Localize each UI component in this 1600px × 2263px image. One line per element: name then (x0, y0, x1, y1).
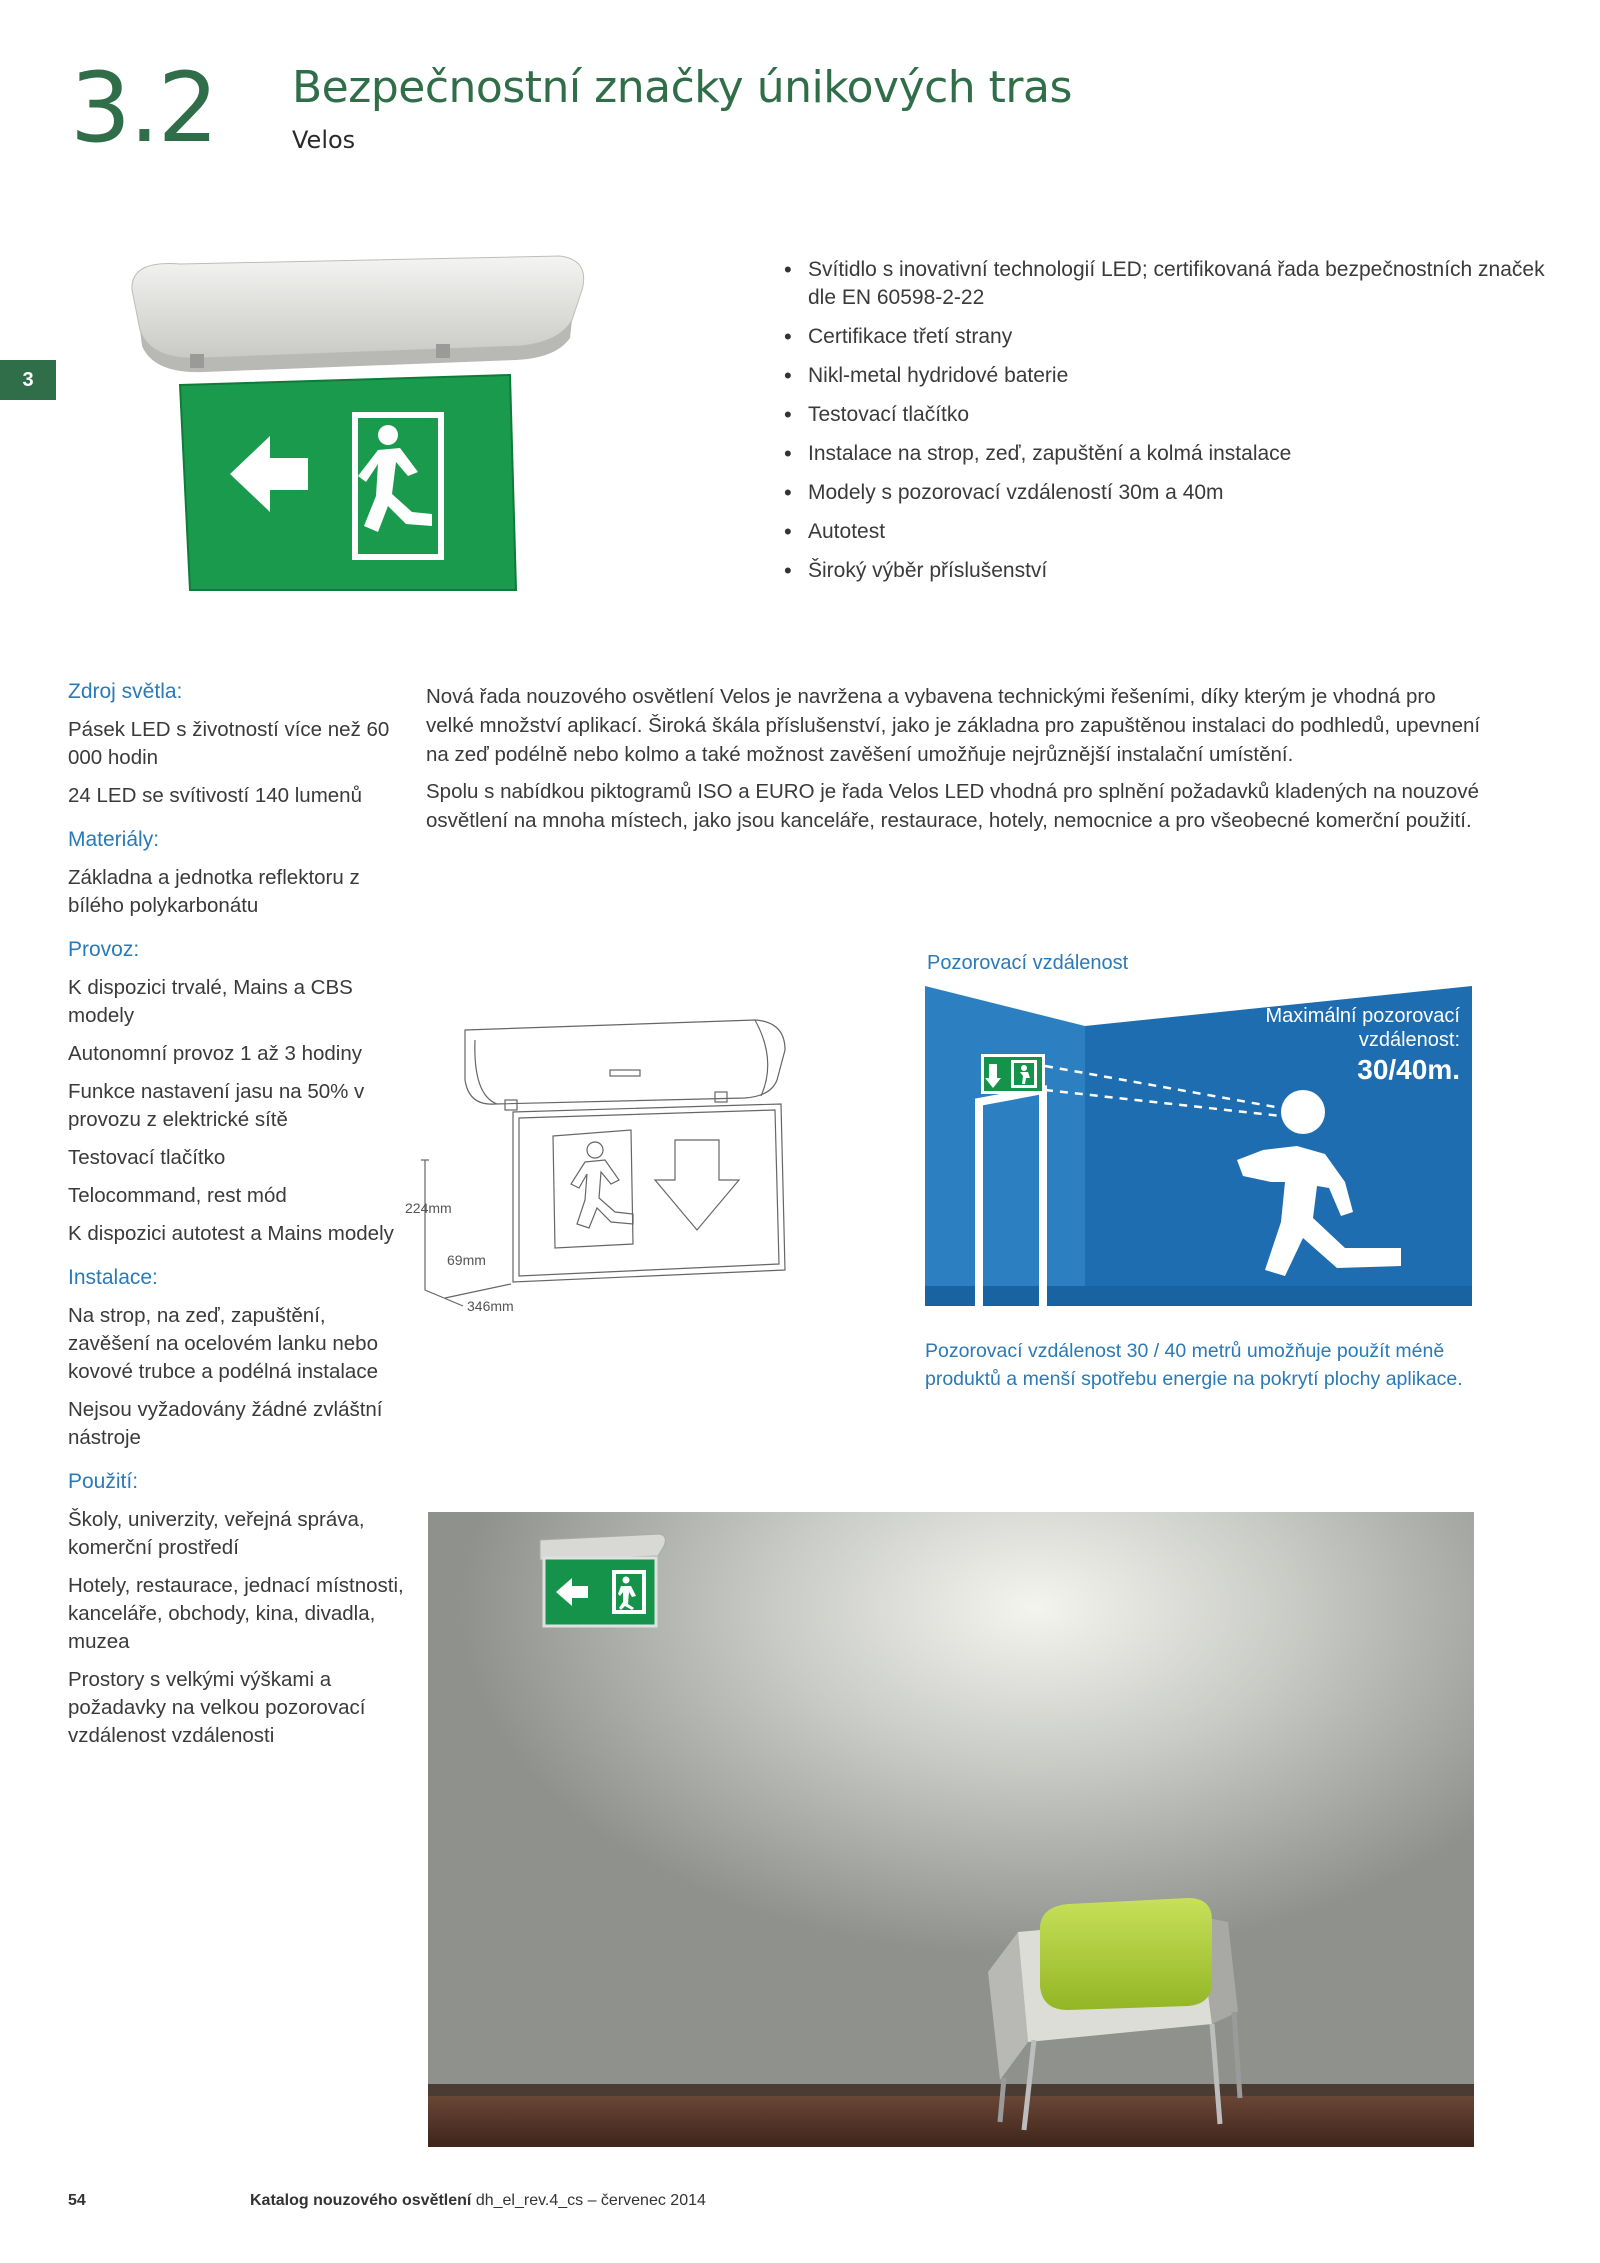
spec-item: Školy, univerzity, veřejná správa, komerční prostředí (68, 1508, 365, 1559)
spec-item: Telocommand, rest mód (68, 1184, 287, 1207)
spec-item: Autonomní provoz 1 až 3 hodiny (68, 1042, 363, 1065)
feature-item: • Certifikace třetí strany (780, 323, 1560, 351)
feature-item: • Široký výběr příslušenství (780, 557, 1560, 585)
spec-item: 24 LED se svítivostí 140 lumenů (68, 784, 362, 807)
feature-item: • Nikl-metal hydridové baterie (780, 362, 1560, 390)
dim-height-label: 224mm (405, 1200, 452, 1216)
room-photo (428, 1512, 1474, 2147)
feature-item: • Testovací tlačítko (780, 401, 1560, 429)
spec-item: Hotely, restaurace, jednací místnosti, kanceláře, obchody, kina, divadla, muzea (68, 1574, 404, 1653)
page-number: 54 (68, 2192, 86, 2209)
feature-item: • Instalace na strop, zeď, zapuštění a kolmá instalace (780, 440, 1560, 468)
catalog-revision: dh_el_rev.4_cs – červenec 2014 (475, 2192, 706, 2209)
spec-heading-usage: Použití: (68, 1470, 139, 1493)
spec-item: Prostory s velkými výškami a požadavky na velkou pozorovací vzdálenost vzdálenosti (68, 1668, 366, 1747)
chapter-tab: 3 (0, 360, 56, 400)
feature-list (780, 256, 1560, 596)
feature-item: • Svítidlo s inovativní technologií LED; certifikovaná řada bezpečnostních značek dle EN 60598-2-22 (780, 256, 1560, 312)
viewing-distance-heading: Pozorovací vzdálenost (927, 952, 1129, 974)
spec-heading-materials: Materiály: (68, 828, 160, 851)
intro-text (426, 682, 1486, 843)
feature-item: • Modely s pozorovací vzdáleností 30m a 40m (780, 479, 1560, 507)
dim-width-label: 346mm (467, 1298, 514, 1314)
viewing-distance-value: 30/40m. (1357, 1054, 1460, 1085)
feature-item: • Autotest (780, 518, 1560, 546)
viewing-distance-label: Maximální pozorovací vzdálenost: (1265, 1005, 1460, 1051)
spec-item: Nejsou vyžadovány žádné zvláštní nástroje (68, 1398, 383, 1449)
spec-heading-light-source: Zdroj světla: (68, 680, 183, 703)
intro-paragraph: Nová řada nouzového osvětlení Velos je navržena a vybavena technickými řešeními, díky kterým je vhodná pro velké množství aplikací. Široká škála příslušenství, jako je základna pro zapuštěnou instalaci do podhledů, upevnení na zeď podélně nebo kolmo a také možnost zavěšení umožňuje nejrůznější instalační umístění. (426, 685, 1481, 766)
dim-depth-label: 69mm (447, 1252, 486, 1268)
product-image (120, 250, 590, 610)
viewing-distance-graphic (925, 986, 1472, 1306)
page-title: Bezpečnostní značky únikových tras (292, 62, 1072, 113)
section-number: 3.2 (70, 52, 217, 164)
spec-item: Testovací tlačítko (68, 1146, 226, 1169)
spec-item: Základna a jednotka reflektoru z bílého polykarbonátu (68, 866, 360, 917)
spec-item: Funkce nastavení jasu na 50% v provozu z elektrické sítě (68, 1080, 365, 1131)
footer-catalog (250, 2192, 706, 2210)
spec-heading-installation: Instalace: (68, 1266, 158, 1289)
spec-item: K dispozici trvalé, Mains a CBS modely (68, 976, 353, 1027)
catalog-title: Katalog nouzového osvětlení (250, 2192, 472, 2209)
spec-heading-operation: Provoz: (68, 938, 140, 961)
spec-item: K dispozici autotest a Mains modely (68, 1222, 394, 1245)
intro-paragraph: Spolu s nabídkou piktogramů ISO a EURO je řada Velos LED vhodná pro splnění požadavků kladených na nouzové osvětlení na mnoha místech, jako jsou kanceláře, restaurace, hotely, nemocnice a pro všeobecné komerční použití. (426, 780, 1479, 832)
spec-item: Na strop, na zeď, zapuštění, zavěšení na ocelovém lanku nebo kovové trubce a podélná instalace (68, 1304, 378, 1383)
viewing-distance-caption: Pozorovací vzdálenost 30 / 40 metrů umožňuje použít méně produktů a menší spotřebu energie na pokrytí plochy aplikace. (925, 1340, 1463, 1390)
dimension-drawing (385, 1000, 805, 1320)
spec-item: Pásek LED s životností více než 60 000 hodin (68, 718, 390, 769)
spec-column (68, 680, 408, 1760)
page-subtitle: Velos (292, 126, 356, 154)
